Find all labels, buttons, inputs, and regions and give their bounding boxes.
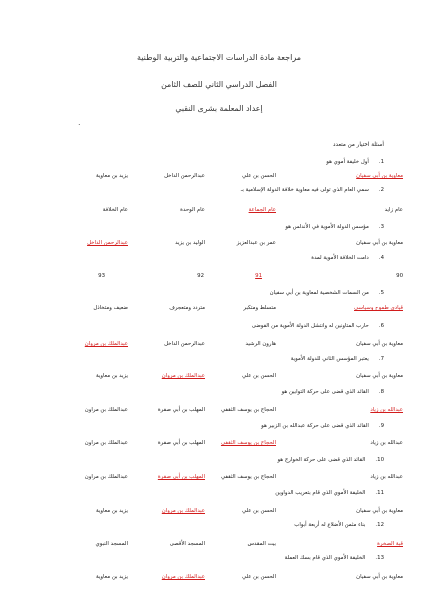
question-label: حارب المتاونين له وانتشل الدولة الأموية من الفوضى xyxy=(251,323,369,329)
answer-option: معاوية بن أبي سفيان xyxy=(356,240,403,246)
answer-option: ضعيف ومتخاذل xyxy=(93,305,128,311)
answer-option: المهلب بن أبي صفرة xyxy=(157,440,205,446)
answer-option: عبدالملك بن مراون xyxy=(84,474,128,480)
answer-option-correct: عبدالملك بن مروان xyxy=(161,574,205,580)
question-label: مؤسس الدولة الأموية في الأندلس هو xyxy=(285,224,369,230)
answer-option: الحجاج بن يوسف الثقفي xyxy=(220,407,276,413)
question-number: 12. xyxy=(375,522,384,528)
answer-option-correct: 91 xyxy=(255,273,262,279)
answer-option: عام الخلافة xyxy=(102,207,128,213)
question-text xyxy=(261,423,384,429)
answer-option: معاوية بن أبي سفيان xyxy=(356,341,403,347)
stray-dot: . xyxy=(78,118,81,127)
answer-option: عبدالله بن زياد xyxy=(370,440,403,446)
answer-option: بيت المقدس xyxy=(247,541,276,547)
answer-option-correct: عبدالملك بن مروان xyxy=(84,341,128,347)
question-label: سمي العام الذي تولى فيه معاوية خلافة الدولة الإسلامية بـ xyxy=(240,187,369,193)
answer-option: يزيد بن معاوية xyxy=(96,574,128,580)
question-number: 5. xyxy=(378,290,384,296)
question-number: 7. xyxy=(378,356,384,362)
answer-option: الحسن بن علي xyxy=(241,508,276,514)
answer-option: 93 xyxy=(98,273,105,279)
question-text xyxy=(291,356,384,362)
answer-option: متسلط ومتكبر xyxy=(243,305,276,311)
question-text xyxy=(311,255,384,261)
answer-option: هارون الرشيد xyxy=(245,341,276,347)
answer-option: عام الوحدة xyxy=(180,207,205,213)
answer-option: الحسن بن علي xyxy=(241,373,276,379)
answer-option: المهلب بن أبي صفرة xyxy=(157,407,205,413)
answer-option: 90 xyxy=(396,273,403,279)
answer-option: عبدالرحمن الداخل xyxy=(164,173,205,179)
question-text xyxy=(252,323,384,329)
question-text xyxy=(285,224,384,230)
answer-option-correct: عبدالملك بن مروان xyxy=(161,508,205,514)
answer-option: معاوية بن أبي سفيان xyxy=(356,574,403,580)
question-text xyxy=(277,457,384,463)
answer-option-correct: عبدالملك بن مروان xyxy=(161,373,205,379)
answer-option-correct: عبدالرحمن الداخل xyxy=(87,240,128,246)
answer-option: الوليد بن يزيد xyxy=(175,240,205,246)
question-text xyxy=(326,159,384,165)
answer-option: يزيد بن معاوية xyxy=(96,173,128,179)
answer-option-correct: المهلب بن أبي صفرة xyxy=(157,474,205,480)
question-label: القائد الذي قضى على حركة الخوارج هو xyxy=(277,457,366,463)
question-text xyxy=(270,290,384,296)
answer-option: عبدالله بن زياد xyxy=(370,474,403,480)
question-label: بناء مثمن الأضلاع له أربعة أبواب xyxy=(294,522,366,528)
answer-option-correct: عبدالله بن زياد xyxy=(370,407,403,413)
question-number: 2. xyxy=(378,187,384,193)
question-number: 6. xyxy=(378,323,384,329)
answer-option-correct: الحجاج بن يوسف الثقفي xyxy=(220,440,276,446)
answer-option: المسجد النبوي xyxy=(95,541,128,547)
question-text xyxy=(275,490,384,496)
answer-option-correct: معاوية بن أبي سفيان xyxy=(356,173,403,179)
question-label: أول خليفة أموي هو xyxy=(326,159,369,165)
section-heading: أسئلة اختيار من متعدد xyxy=(333,142,384,148)
answer-option: يزيد بن معاوية xyxy=(96,373,128,379)
answer-option: يزيد بن معاوية xyxy=(96,508,128,514)
answer-option: معاوية بن أبي سفيان xyxy=(356,373,403,379)
question-label: يعتبر المؤسس الثاني للدولة الأموية xyxy=(290,356,369,362)
answer-option: عبدالملك بن مراون xyxy=(84,440,128,446)
question-number: 4. xyxy=(378,255,384,261)
question-label: الخليفة الأموي الذي قام بسك العملة xyxy=(284,555,366,561)
question-label: القائد الذي قضى على حركة عبدالله بن الزبير هو xyxy=(261,423,369,429)
answer-option: الحسن بن علي xyxy=(241,574,276,580)
answer-option: 92 xyxy=(197,273,204,279)
answer-option: متردد ومتعجرف xyxy=(169,305,205,311)
answer-option-correct: قيادي طموح وسياسي xyxy=(354,305,403,311)
question-number: 10. xyxy=(375,457,384,463)
document-title: مراجعة مادة الدراسات الاجتماعية والتربية الوطنية xyxy=(136,53,302,62)
answer-option: المسجد الأقصى xyxy=(169,541,205,547)
answer-option: عبدالملك بن مراون xyxy=(84,407,128,413)
question-label: الخليفة الأموي الذي قام بتعريب الدواوين xyxy=(275,490,366,496)
question-number: 1. xyxy=(378,159,384,165)
question-number: 3. xyxy=(378,224,384,230)
question-label: من السمات الشخصية لمعاوية بن أبي سفيان xyxy=(269,290,369,296)
author-line: إعداد المعلمة بشرى النقبي xyxy=(175,104,263,113)
question-number: 8. xyxy=(378,389,384,395)
question-text xyxy=(285,555,384,561)
answer-option: عمر بن عبدالعزيز xyxy=(236,240,276,246)
question-label: دامت الخلافة الأموية لمدة xyxy=(311,255,369,261)
answer-option-correct: عام الجماعة xyxy=(248,207,276,213)
question-number: 11. xyxy=(375,490,384,496)
term-subtitle: الفصل الدراسي الثاني للصف الثامن xyxy=(161,80,277,89)
question-number: 13. xyxy=(375,555,384,561)
answer-option: الحسن بن علي xyxy=(241,173,276,179)
answer-option: الحجاج بن يوسف الثقفي xyxy=(220,474,276,480)
answer-option: معاوية بن أبي سفيان xyxy=(356,508,403,514)
answer-option: عام زايد xyxy=(384,207,403,213)
answer-option-correct: قبة الصخرة xyxy=(377,541,403,547)
question-text xyxy=(282,389,384,395)
answer-option: عبدالرحمن الداخل xyxy=(164,341,205,347)
question-number: 9. xyxy=(378,423,384,429)
question-text xyxy=(241,187,384,193)
question-text xyxy=(294,522,384,528)
question-label: القائد الذي قضى على حركة التوابين هو xyxy=(281,389,369,395)
